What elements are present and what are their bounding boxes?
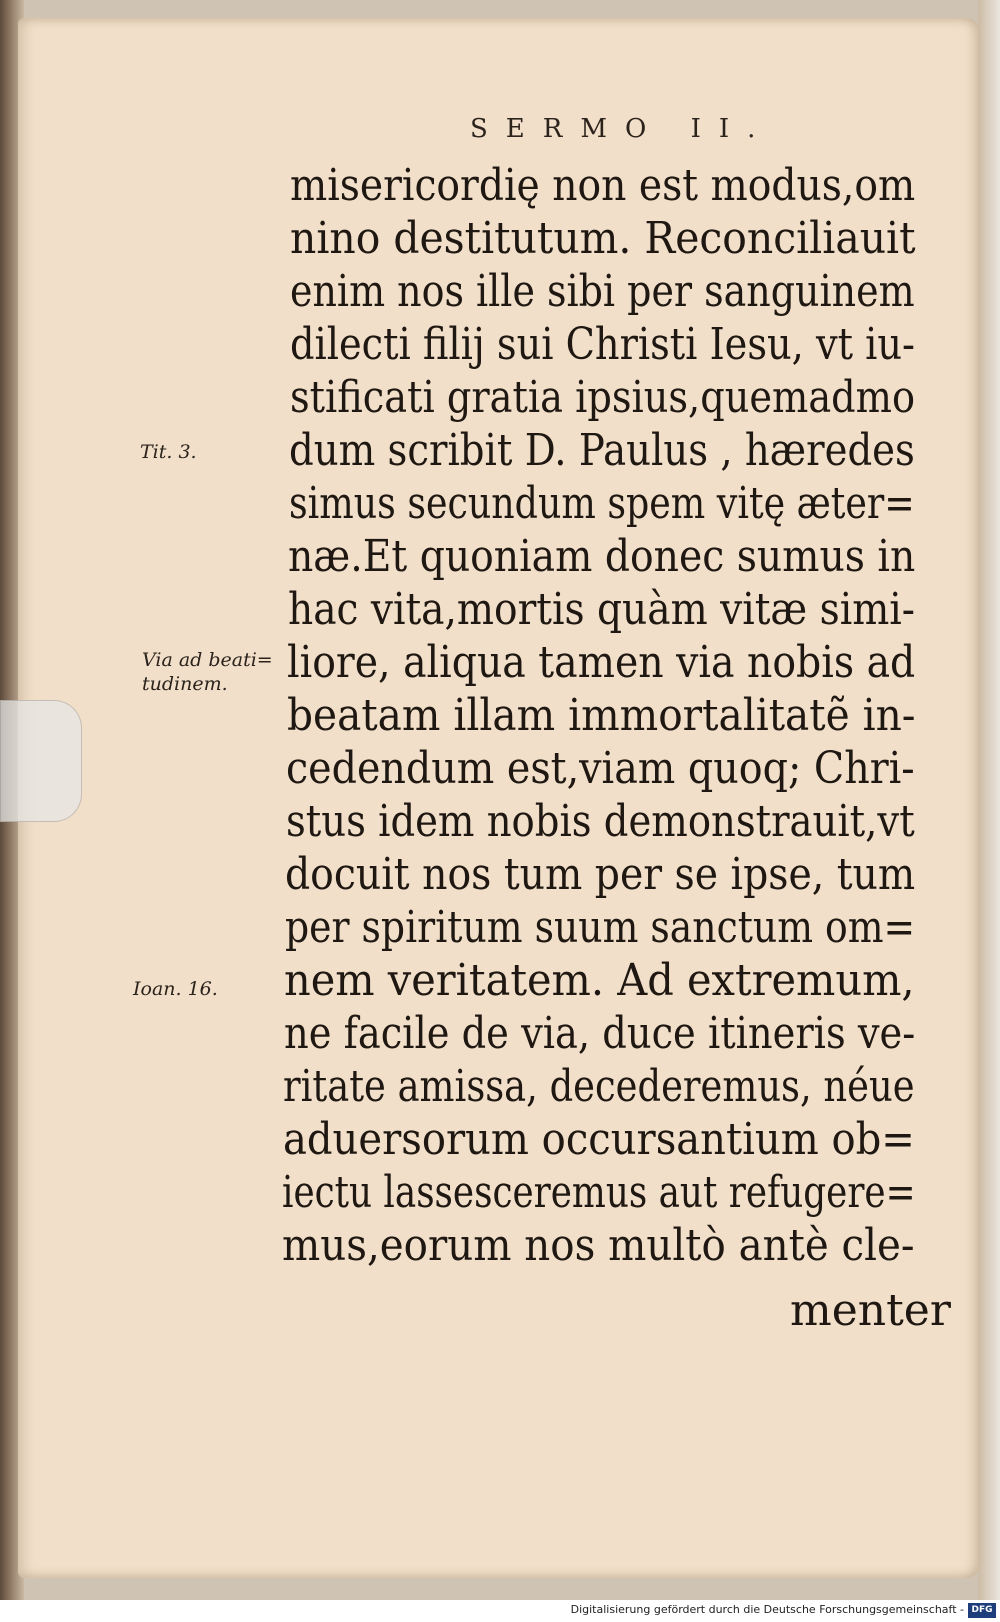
text-line: enim nos ille sibi per sanguinem: [290, 266, 915, 317]
text-line: dum scribit D. Paulus , hæredes: [289, 425, 915, 476]
text-line: iectu lassesceremus aut refugere=: [282, 1167, 916, 1218]
margin-note-ioan: Ioan. 16.: [133, 978, 218, 1000]
text-line: næ.Et quoniam donec sumus in: [288, 531, 916, 582]
text-line: liore, aliqua tamen via nobis ad: [287, 637, 916, 688]
text-line: stus idem nobis demonstrauit,vt: [286, 796, 915, 847]
text-line: aduersorum occursantium ob=: [283, 1114, 915, 1165]
margin-note-via-line1: Via ad beati=: [142, 649, 273, 671]
text-line: simus secundum spem vitę æter=: [289, 478, 915, 529]
dfg-logo: DFG: [968, 1603, 996, 1618]
text-line: hac vita,mortis quàm vitæ simi-: [288, 584, 916, 635]
text-line: cedendum est,viam quoq; Chri-: [286, 743, 915, 794]
text-line: per spiritum suum sanctum om=: [285, 902, 916, 953]
text-line: docuit nos tum per se ipse, tum: [285, 849, 916, 900]
text-line: beatam illam immortalitatẽ in-: [287, 690, 916, 741]
text-line: mus,eorum nos multò antè cle-: [282, 1220, 915, 1271]
margin-note-tit: Tit. 3.: [140, 441, 197, 463]
footer-bar: [0, 1600, 1000, 1622]
catchword: menter: [790, 1285, 951, 1336]
margin-note-via-line2: tudinem.: [142, 673, 228, 695]
text-line: nino destitutum. Reconciliauit: [290, 213, 916, 264]
text-line: ritate amissa, decederemus, néue: [283, 1061, 915, 1112]
text-line: dilecti filij sui Christi Iesu, vt iu-: [290, 319, 915, 370]
text-line: stificati gratia ipsius,quemadmo: [290, 372, 915, 423]
page-right-edge: [978, 0, 1000, 1600]
text-line: ne facile de via, duce itineris ve-: [284, 1008, 916, 1059]
digitization-credit: Digitalisierung gefördert durch die Deutsche Forschungsgemeinschaft -: [570, 1603, 964, 1616]
text-line: misericordię non est modus,om: [290, 160, 916, 211]
text-line: nem veritatem. Ad extremum,: [284, 955, 915, 1006]
running-head: SERMO II.: [470, 114, 774, 144]
page-clip-tab: [0, 700, 82, 822]
